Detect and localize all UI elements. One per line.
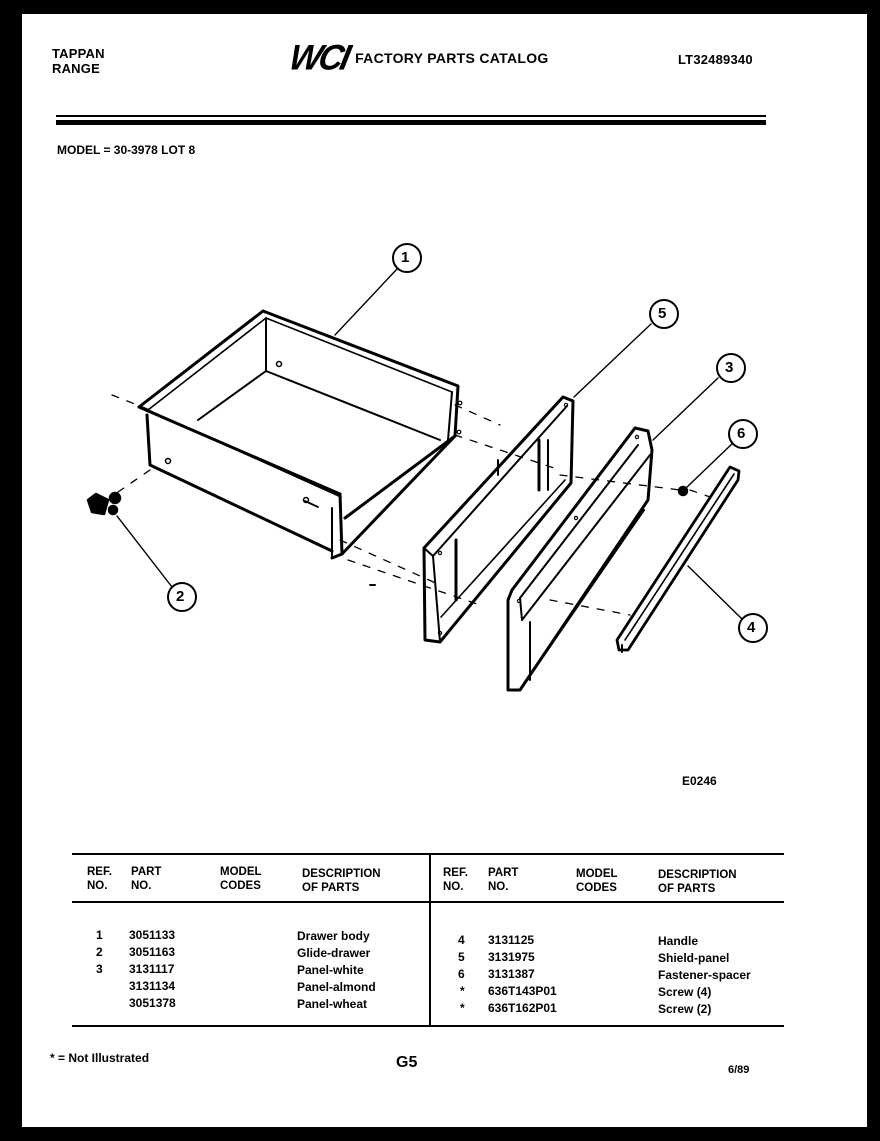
not-illustrated-note: * = Not Illustrated [50, 1051, 150, 1065]
drawer-body-drawing [139, 311, 462, 585]
callout-6: 6 [737, 425, 746, 442]
brand-name: TAPPAN [52, 46, 105, 61]
row-desc: Glide-drawer [297, 946, 371, 960]
page-number: G5 [396, 1054, 418, 1071]
row-desc: Panel-almond [297, 980, 376, 994]
col-header-description: DESCRIPTION OF PARTS [302, 868, 381, 894]
wci-logo: WCI [285, 38, 352, 78]
col-header-model-codes-right: MODEL CODES [576, 868, 618, 894]
row-ref: 4 [458, 933, 465, 947]
col-header-part-no: PART NO. [131, 866, 162, 892]
table-center-divider [429, 853, 431, 1027]
row-desc: Fastener-spacer [658, 968, 751, 982]
row-ref: 2 [96, 945, 103, 959]
col-header-ref-no-right: REF. NO. [443, 867, 468, 893]
leader-lines [117, 269, 746, 620]
callout-5: 5 [658, 305, 667, 322]
panel-drawing [508, 428, 652, 690]
callout-4: 4 [747, 619, 756, 636]
product-type: RANGE [52, 61, 100, 76]
row-part: 3131117 [129, 962, 175, 976]
row-ref: 6 [458, 967, 465, 981]
row-desc: Screw (2) [658, 1002, 712, 1016]
callout-1: 1 [401, 249, 410, 266]
row-ref: * [460, 1001, 465, 1015]
row-part: 3051378 [129, 996, 176, 1010]
row-desc: Panel-wheat [297, 997, 368, 1011]
callout-3: 3 [725, 359, 734, 376]
row-ref: 5 [458, 950, 465, 964]
glide-drawer-drawing [88, 493, 120, 514]
col-header-ref-no: REF. NO. [87, 866, 112, 892]
row-ref: 1 [96, 928, 103, 942]
row-ref: 3 [96, 962, 103, 976]
col-header-model-codes: MODEL CODES [220, 866, 262, 892]
row-desc: Screw (4) [658, 985, 712, 999]
row-desc: Handle [658, 934, 699, 948]
row-part: 636T143P01 [488, 984, 557, 998]
revision-date: 6/89 [728, 1064, 750, 1076]
row-part: 3051133 [129, 928, 176, 942]
row-part: 3131125 [488, 933, 535, 947]
row-desc: Drawer body [297, 929, 370, 943]
shield-panel-drawing [424, 397, 573, 642]
callout-2: 2 [176, 588, 185, 605]
row-desc: Shield-panel [658, 951, 730, 965]
model-number: MODEL = 30-3978 LOT 8 [57, 143, 196, 157]
table-bottom-rule [72, 1025, 784, 1027]
table-header-rule [72, 901, 784, 903]
col-header-part-no-right: PART NO. [488, 867, 519, 893]
row-ref: * [460, 984, 465, 998]
figure-code: E0246 [682, 774, 717, 788]
row-part: 3051163 [129, 945, 176, 959]
row-desc: Panel-white [297, 963, 364, 977]
callouts [168, 244, 767, 642]
catalog-number: LT32489340 [678, 52, 753, 67]
row-part: 3131975 [488, 950, 535, 964]
row-part: 3131387 [488, 967, 535, 981]
row-part: 636T162P01 [488, 1001, 557, 1015]
table-top-rule [72, 853, 784, 855]
handle-drawing [617, 467, 739, 652]
row-part: 3131134 [129, 979, 176, 993]
catalog-title: FACTORY PARTS CATALOG [355, 50, 549, 66]
col-header-description-right: DESCRIPTION OF PARTS [658, 869, 737, 895]
